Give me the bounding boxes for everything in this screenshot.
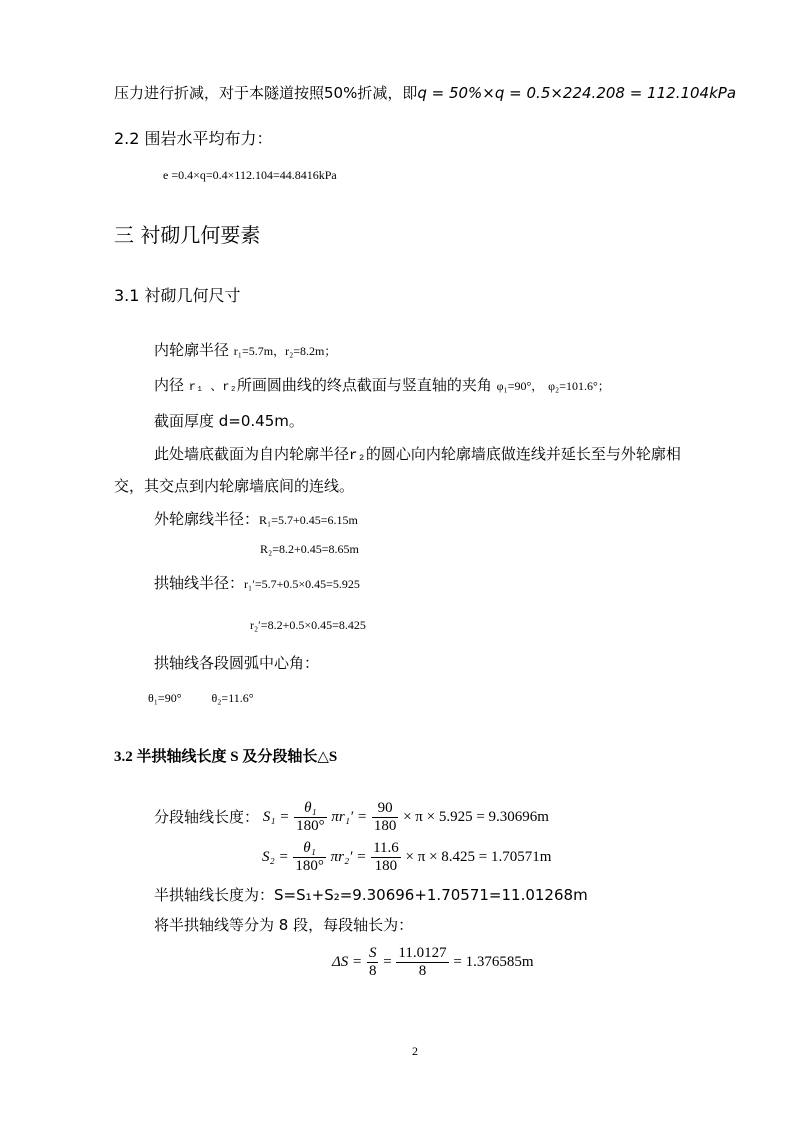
S2-rhs: × π × 8.425 = 1.70571m xyxy=(405,849,552,866)
center-angle-values xyxy=(148,692,254,704)
divide-text: 将半拱轴线等分为 8 段，每段轴长为： xyxy=(154,916,414,934)
S1-lhs: S₁ = xyxy=(262,809,290,826)
S2-fraction-2: $\frac{11.6}{180}$ xyxy=(373,840,399,875)
S1-rhs: × π × 5.925 = 9.30696m xyxy=(403,809,549,826)
page-number: 2 xyxy=(412,1044,418,1058)
heading-3-1: 3.1 衬砌几何尺寸 xyxy=(114,286,241,305)
dS-rhs: = 1.376585m xyxy=(453,954,534,971)
theta-1: θ₁=90° xyxy=(148,691,182,705)
text-reduction: 压力进行折减，对于本隧道按照50%折减，即 xyxy=(114,84,418,102)
half-arch-length: 半拱轴线长度为：S=S₁+S₂=9.30696+1.70571=11.01268m xyxy=(154,886,588,904)
dS-fraction-1: $\frac{S}{8}$ xyxy=(368,945,377,980)
S2-lhs: S₂ = xyxy=(262,849,289,866)
S1-fraction-2: $\frac{90}{180}$ xyxy=(373,800,397,835)
phi-2: φ₂=101.6°； xyxy=(548,379,610,393)
equation-q: q = 50%×q = 0.5×224.208 = 112.104kPa xyxy=(417,84,737,102)
angle-text-c: 所画圆曲线的终点截面与竖直轴的夹角 xyxy=(236,376,492,394)
equation-e: e =0.4×q=0.4×112.104=44.8416kPa xyxy=(163,168,337,182)
heading-3-2: 3.2 半拱轴线长度 S 及分段轴长△S xyxy=(114,749,338,765)
arch-radius-r1: r₁′=5.7+0.5×0.45=5.925 xyxy=(244,577,360,591)
S1-fraction-1: $\frac{\text{θ₁}}{180^\circ}$ xyxy=(296,800,325,835)
segment-length-label: 分段轴线长度： xyxy=(154,808,260,827)
theta-2: θ₂=11.6° xyxy=(211,691,254,705)
S2-mid: πr₂′ = xyxy=(330,849,367,866)
outer-radius-line xyxy=(154,512,358,527)
outer-radius-R2: R₂=8.2+0.45=8.65m xyxy=(260,542,359,556)
arch-radius-label: 拱轴线半径： xyxy=(154,574,245,592)
equation-delta-S xyxy=(332,945,534,981)
inner-radius-value: r₁=5.7m，r₂=8.2m； xyxy=(233,344,337,358)
dS-fraction-2: $\frac{11.0127}{8}$ xyxy=(398,945,447,980)
paragraph-line-2: 交，其交点到内轮廓墙底间的连线。 xyxy=(114,477,355,495)
inner-radius-line xyxy=(154,343,336,358)
angle-line xyxy=(154,378,610,393)
S2-fraction-1: $\frac{\text{θ₁}}{180^\circ}$ xyxy=(295,840,324,875)
outer-radius-R1: R₁=5.7+0.45=6.15m xyxy=(259,513,358,527)
heading-2-2: 2.2 围岩水平均布力： xyxy=(114,129,273,148)
phi-1: φ₁=90°， xyxy=(496,379,544,393)
arch-radius-line xyxy=(154,576,360,591)
paragraph-text-c: 的圆心向内轮廓墙底做连线并延长至与外轮廓相 xyxy=(365,445,681,463)
equation-S1 xyxy=(154,800,549,836)
S1-mid: πr₁′ = xyxy=(331,809,368,826)
angle-text-a: 内径 xyxy=(154,376,185,394)
dS-lhs: ΔS = xyxy=(332,954,363,971)
dS-equals: = xyxy=(383,954,392,971)
angle-text-b: r₁ 、r₂ xyxy=(188,380,237,394)
outer-radius-label: 外轮廓线半径： xyxy=(154,510,260,528)
inner-radius-label: 内轮廓半径 xyxy=(154,341,230,359)
equation-S2 xyxy=(262,840,551,876)
paragraph-line-1 xyxy=(154,447,681,463)
paragraph-r2: r₂ xyxy=(349,448,366,464)
center-angle-label: 拱轴线各段圆弧中心角： xyxy=(154,654,320,672)
arch-radius-r2: r₂′=8.2+0.5×0.45=8.425 xyxy=(250,618,366,632)
thickness-line: 截面厚度 d=0.45m。 xyxy=(154,412,304,430)
heading-section-3: 三 衬砌几何要素 xyxy=(114,223,261,247)
body-line-1 xyxy=(114,86,736,101)
paragraph-text-a: 此处墙底截面为自内轮廓半径 xyxy=(154,445,350,463)
